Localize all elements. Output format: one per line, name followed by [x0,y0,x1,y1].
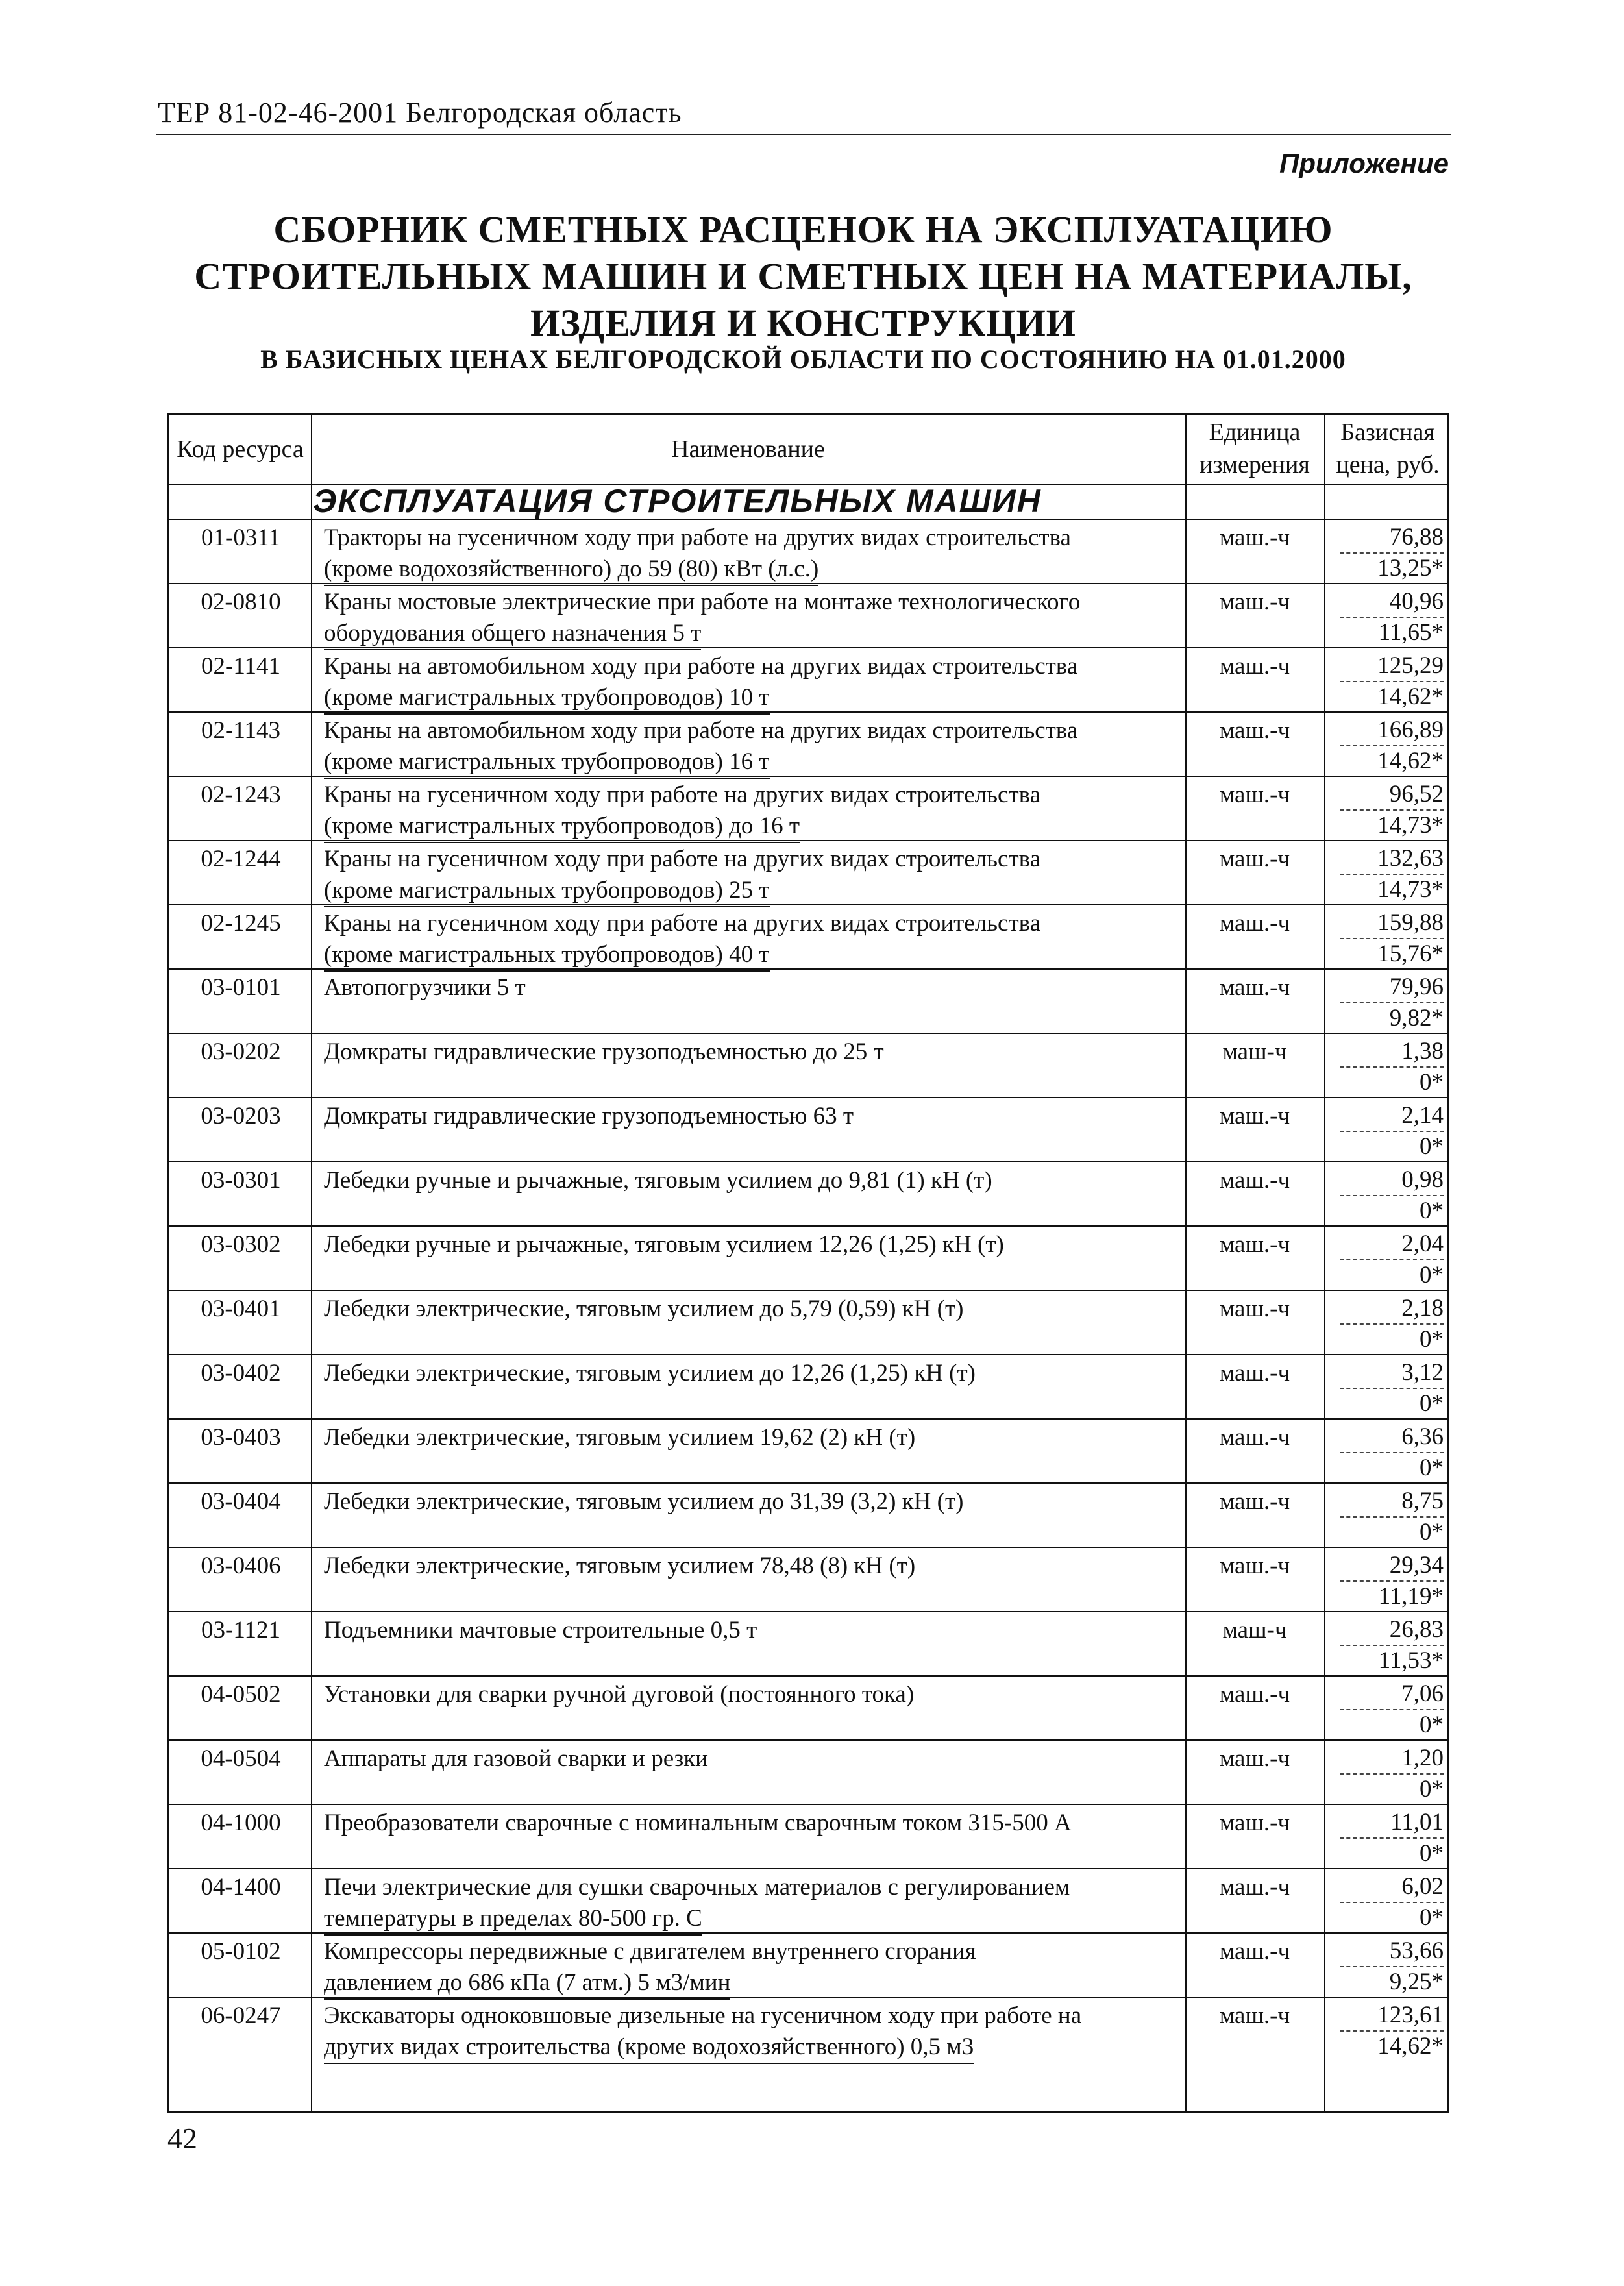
column-header-price [1324,416,1451,481]
column-header-name: Наименование [671,436,825,463]
table-row [169,1998,1447,2062]
base-price-value: 26,83 [1340,1615,1444,1646]
base-price-value: 11,01 [1340,1808,1444,1839]
table-row [169,1677,1447,1741]
price-header-line-1: Базисная [1340,419,1435,446]
unit-header-line-1: Единица [1209,419,1301,446]
table-row [169,905,1447,970]
resource-name-line-1: Лебедки ручные и рычажные, тяговым усилием до 9,81 (1) кН (т) [324,1167,992,1194]
column-header-code: Код ресурса [177,436,304,463]
page-number: 42 [167,2122,197,2155]
resource-name [324,1615,1336,1646]
resource-name-line-2: (кроме водохозяйственного) до 59 (80) кВт (л.с.) [324,554,818,586]
unit-of-measure: маш.-ч [1219,1103,1290,1129]
table-row [169,970,1447,1034]
base-price-value: 96,52 [1340,780,1444,811]
resource-name-line-1: Преобразователи сварочные с номинальным сварочным током 315-500 А [324,1810,1072,1836]
base-price-wage: 0* [1420,1133,1444,1160]
resource-name-line-1: Краны на автомобильном ходу при работе на других видах строительства [324,717,1078,744]
resource-name-line-1: Лебедки электрические, тяговым усилием до 31,39 (3,2) кН (т) [324,1488,964,1515]
base-price-value: 1,38 [1340,1037,1444,1068]
base-price-value: 8,75 [1340,1486,1444,1518]
resource-code: 04-0504 [201,1745,281,1772]
header-divider [156,134,1451,135]
base-price [1340,1037,1444,1099]
resource-name-line-1: Подъемники мачтовые строительные 0,5 т [324,1617,757,1643]
table-row [169,1034,1447,1098]
resource-name-line-1: Печи электрические для сушки сварочных материалов с регулированием [324,1874,1070,1900]
resource-name-line-2: давлением до 686 кПа (7 атм.) 5 м3/мин [324,1967,730,2000]
resource-code: 01-0311 [201,524,280,551]
resource-name-line-1: Лебедки электрические, тяговым усилием 19,62 (2) кН (т) [324,1424,916,1451]
resource-name-line-2: температуры в пределах 80-500 гр. С [324,1903,702,1936]
unit-of-measure: маш.-ч [1219,1231,1290,1258]
price-header-line-2: цена, руб. [1336,451,1440,478]
base-price-wage: 14,62* [1377,2033,1444,2059]
unit-of-measure: маш.-ч [1219,1424,1290,1451]
base-price-value: 2,04 [1340,1229,1444,1260]
resource-name-line-1: Краны на гусеничном ходу при работе на других видах строительства [324,910,1041,937]
base-price [1340,522,1444,585]
resource-name-line-1: Экскаваторы одноковшовые дизельные на гусеничном ходу при работе на [324,2002,1082,2029]
table-body [169,520,1447,2062]
base-price [1340,1165,1444,1227]
resource-name [324,1358,1336,1389]
table-row [169,1934,1447,1998]
base-price [1340,972,1444,1035]
base-price [1340,651,1444,713]
resource-name-line-1: Тракторы на гусеничном ходу при работе на других видах строительства [324,524,1071,551]
resource-code: 04-1400 [201,1874,281,1900]
unit-of-measure: маш.-ч [1219,2002,1290,2029]
base-price [1340,1101,1444,1163]
document-subtitle: В БАЗИСНЫХ ЦЕНАХ БЕЛГОРОДСКОЙ ОБЛАСТИ ПО СОСТОЯНИЮ НА 01.01.2000 [260,345,1346,374]
base-price-value: 3,12 [1340,1358,1444,1389]
unit-of-measure: маш.-ч [1219,1488,1290,1515]
base-price-wage: 9,25* [1389,1969,1444,1995]
resource-name-line-2: (кроме магистральных трубопроводов) до 16 т [324,811,800,843]
column-header-unit [1185,416,1324,481]
base-price-wage: 13,25* [1377,555,1444,582]
resource-name-line-2: оборудования общего назначения 5 т [324,618,701,650]
base-price [1340,1872,1444,1934]
base-price-wage: 15,76* [1377,940,1444,967]
resource-code: 03-0202 [201,1039,281,1065]
resource-name-line-1: Лебедки ручные и рычажные, тяговым усилием 12,26 (1,25) кН (т) [324,1231,1004,1258]
resource-name [324,651,1336,715]
table-row [169,1162,1447,1227]
resource-code: 03-0203 [201,1103,281,1129]
base-price-wage: 0* [1420,1198,1444,1224]
resource-name [324,1679,1336,1710]
unit-of-measure: маш.-ч [1219,717,1290,744]
base-price [1340,780,1444,842]
resource-code: 02-1244 [201,846,281,872]
base-price-wage: 11,19* [1378,1583,1444,1610]
resource-name [324,1743,1336,1775]
base-price [1340,1808,1444,1870]
base-price-value: 6,02 [1340,1872,1444,1903]
resource-name [324,1165,1336,1196]
resource-code: 02-1141 [201,653,280,680]
title-line-1: СБОРНИК СМЕТНЫХ РАСЦЕНОК НА ЭКСПЛУАТАЦИЮ [273,208,1333,251]
unit-of-measure: маш.-ч [1219,846,1290,872]
price-table [167,413,1449,2113]
resource-code: 03-0301 [201,1167,281,1194]
base-price-value: 29,34 [1340,1551,1444,1582]
resource-name-line-2: (кроме магистральных трубопроводов) 16 т [324,746,770,779]
base-price-value: 2,18 [1340,1294,1444,1325]
unit-of-measure: маш.-ч [1219,524,1290,551]
base-price-value: 132,63 [1340,844,1444,875]
base-price-value: 159,88 [1340,908,1444,939]
unit-of-measure: маш.-ч [1219,589,1290,615]
resource-name-line-1: Домкраты гидравлические грузоподъемностью 63 т [324,1103,854,1129]
resource-code: 05-0102 [201,1938,281,1965]
resource-code: 04-1000 [201,1810,281,1836]
resource-name [324,1037,1336,1068]
base-price-value: 0,98 [1340,1165,1444,1196]
resource-name-line-2: (кроме магистральных трубопроводов) 10 т [324,682,770,715]
base-price-wage: 9,82* [1389,1005,1444,1031]
table-row [169,1484,1447,1548]
resource-name [324,2000,1336,2064]
resource-code: 04-0502 [201,1681,281,1708]
unit-of-measure: маш.-ч [1219,1681,1290,1708]
resource-name-line-2: других видах строительства (кроме водохозяйственного) 0,5 м3 [324,2032,974,2064]
base-price-wage: 0* [1420,1904,1444,1931]
base-price [1340,1229,1444,1292]
resource-code: 03-0402 [201,1360,281,1386]
resource-code: 03-0406 [201,1553,281,1579]
resource-code: 03-0302 [201,1231,281,1258]
base-price [1340,1615,1444,1677]
resource-code: 03-0403 [201,1424,281,1451]
base-price [1340,1294,1444,1356]
table-row [169,1098,1447,1162]
resource-name [324,972,1336,1003]
base-price-wage: 14,73* [1377,812,1444,839]
base-price-wage: 14,62* [1377,748,1444,774]
base-price-value: 166,89 [1340,715,1444,746]
base-price-wage: 0* [1420,1519,1444,1545]
resource-name-line-2: (кроме магистральных трубопроводов) 25 т [324,875,770,907]
resource-name-line-1: Автопогрузчики 5 т [324,974,526,1001]
resource-name [324,1808,1336,1839]
resource-code: 02-1243 [201,781,281,808]
unit-of-measure: маш.-ч [1219,1810,1290,1836]
base-price [1340,844,1444,906]
base-price [1340,1422,1444,1484]
base-price-wage: 0* [1420,1840,1444,1867]
resource-code: 02-1245 [201,910,281,937]
base-price [1340,1743,1444,1806]
resource-name [324,1229,1336,1260]
unit-of-measure: маш.-ч [1219,781,1290,808]
resource-name-line-1: Компрессоры передвижные с двигателем внутреннего сгорания [324,1938,976,1965]
resource-name-line-2: (кроме магистральных трубопроводов) 40 т [324,939,770,972]
resource-code: 03-0101 [201,974,281,1001]
unit-of-measure: маш.-ч [1219,1360,1290,1386]
resource-name [324,1422,1336,1453]
section-title: ЭКСПЛУАТАЦИЯ СТРОИТЕЛЬНЫХ МАШИН [313,483,1042,519]
resource-name [324,1936,1336,2000]
resource-name-line-1: Краны на гусеничном ходу при работе на других видах строительства [324,781,1041,808]
title-line-2: СТРОИТЕЛЬНЫХ МАШИН И СМЕТНЫХ ЦЕН НА МАТЕРИАЛЫ, [194,255,1412,297]
base-price-value: 1,20 [1340,1743,1444,1775]
resource-name [324,844,1336,907]
resource-name [324,780,1336,843]
resource-name [324,715,1336,779]
resource-name-line-1: Лебедки электрические, тяговым усилием до 5,79 (0,59) кН (т) [324,1296,964,1322]
base-price-value: 125,29 [1340,651,1444,682]
base-price [1340,908,1444,970]
unit-of-measure: маш.-ч [1219,1296,1290,1322]
resource-code: 03-0404 [201,1488,281,1515]
base-price [1340,1936,1444,1998]
resource-name [324,1872,1336,1936]
resource-name [324,522,1336,586]
unit-of-measure: маш.-ч [1219,653,1290,680]
resource-name-line-1: Аппараты для газовой сварки и резки [324,1745,708,1772]
resource-code: 03-0401 [201,1296,281,1322]
table-row [169,777,1447,841]
appendix-label: Приложение [1279,148,1449,178]
resource-name-line-1: Краны мостовые электрические при работе на монтаже технологического [324,589,1081,615]
resource-name-line-1: Лебедки электрические, тяговым усилием 78,48 (8) кН (т) [324,1553,916,1579]
base-price-wage: 0* [1420,1455,1444,1481]
resource-name-line-1: Лебедки электрические, тяговым усилием до 12,26 (1,25) кН (т) [324,1360,976,1386]
resource-code: 03-1121 [201,1617,280,1643]
base-price [1340,1486,1444,1549]
base-price-wage: 0* [1420,1069,1444,1096]
table-header [169,415,1447,485]
base-price-wage: 11,53* [1378,1647,1444,1674]
unit-of-measure: маш.-ч [1219,974,1290,1001]
base-price-value: 6,36 [1340,1422,1444,1453]
unit-of-measure: маш.-ч [1219,1167,1290,1194]
base-price-wage: 0* [1420,1326,1444,1353]
base-price-value: 40,96 [1340,587,1444,618]
table-row [169,713,1447,777]
resource-name [324,1551,1336,1582]
table-row [169,1355,1447,1420]
unit-header-line-2: измерения [1200,451,1310,478]
resource-name [324,1486,1336,1518]
base-price [1340,1551,1444,1613]
base-price-wage: 0* [1420,1712,1444,1738]
table-row [169,841,1447,905]
base-price-value: 123,61 [1340,2000,1444,2032]
resource-name-line-1: Домкраты гидравлические грузоподъемностью до 25 т [324,1039,884,1065]
base-price [1340,1358,1444,1420]
base-price-wage: 0* [1420,1262,1444,1288]
base-price [1340,2000,1444,2063]
table-row [169,1869,1447,1934]
unit-of-measure: маш-ч [1222,1617,1287,1643]
resource-name [324,908,1336,972]
base-price-value: 79,96 [1340,972,1444,1003]
base-price-value: 2,14 [1340,1101,1444,1132]
resource-name-line-1: Краны на гусеничном ходу при работе на других видах строительства [324,846,1041,872]
document-title [156,206,1451,347]
base-price-wage: 0* [1420,1776,1444,1802]
resource-name [324,1101,1336,1132]
document-header: ТЕР 81-02-46-2001 Белгородская область [158,97,682,129]
resource-name [324,587,1336,650]
table-row [169,1420,1447,1484]
base-price-wage: 14,73* [1377,876,1444,903]
table-row [169,1805,1447,1869]
resource-name-line-1: Краны на автомобильном ходу при работе на других видах строительства [324,653,1078,680]
base-price-wage: 0* [1420,1390,1444,1417]
unit-of-measure: маш.-ч [1219,1874,1290,1900]
unit-of-measure: маш.-ч [1219,1553,1290,1579]
resource-code: 06-0247 [201,2002,281,2029]
base-price-value: 76,88 [1340,522,1444,554]
resource-name-line-1: Установки для сварки ручной дуговой (постоянного тока) [324,1681,915,1708]
base-price [1340,587,1444,649]
table-row [169,648,1447,713]
resource-code: 02-0810 [201,589,281,615]
base-price-wage: 11,65* [1378,619,1444,646]
base-price-value: 7,06 [1340,1679,1444,1710]
base-price-value: 53,66 [1340,1936,1444,1967]
unit-of-measure: маш.-ч [1219,1745,1290,1772]
unit-of-measure: маш.-ч [1219,1938,1290,1965]
base-price [1340,715,1444,778]
table-row [169,1227,1447,1291]
table-row [169,1612,1447,1677]
base-price-wage: 14,62* [1377,683,1444,710]
unit-of-measure: маш.-ч [1219,910,1290,937]
table-row [169,520,1447,584]
resource-code: 02-1143 [201,717,280,744]
table-row [169,1291,1447,1355]
title-line-3: ИЗДЕЛИЯ И КОНСТРУКЦИИ [530,302,1076,344]
unit-of-measure: маш-ч [1222,1039,1287,1065]
resource-name [324,1294,1336,1325]
table-row [169,584,1447,648]
table-row [169,1548,1447,1612]
table-row [169,1741,1447,1805]
base-price [1340,1679,1444,1741]
